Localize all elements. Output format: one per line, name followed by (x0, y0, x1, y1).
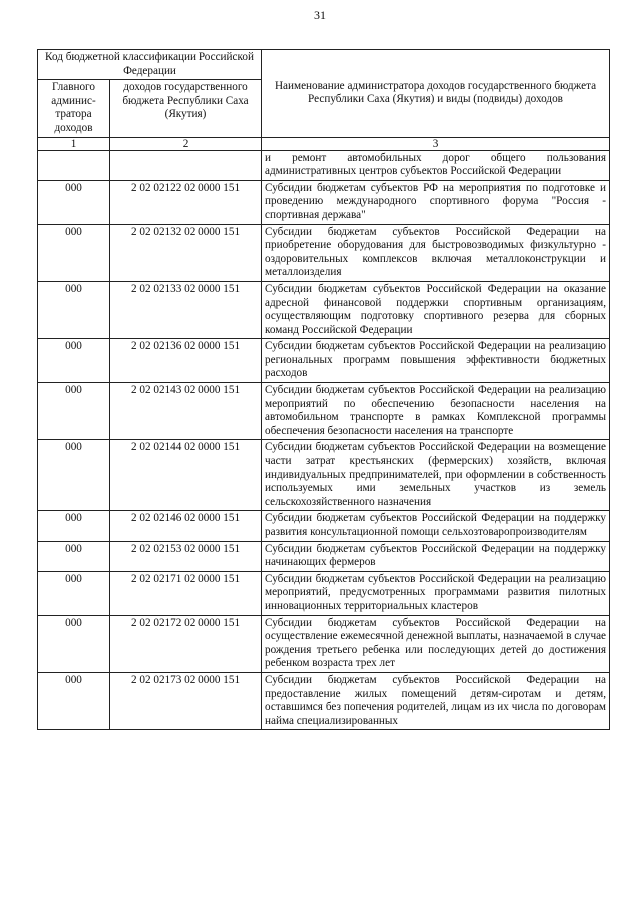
revenue-code-cell: 2 02 02171 02 0000 151 (110, 571, 262, 615)
header-admin-column: Главного админис-тратора доходов (38, 80, 110, 137)
admin-code-cell: 000 (38, 511, 110, 541)
revenue-name-cell: Субсидии бюджетам субъектов Российской Федерации на реализацию мероприятий, предусмотренных программами развития пилотных инновационных территориальных кластеров (262, 571, 610, 615)
admin-code-cell: 000 (38, 180, 110, 224)
admin-code-cell: 000 (38, 440, 110, 511)
revenue-code-cell: 2 02 02132 02 0000 151 (110, 224, 262, 281)
revenue-name-cell: Субсидии бюджетам субъектов Российской Федерации на предоставление жилых помещений детям-сиротам и детям, оставшимся без попечения родителей, лицам из их числа по договорам найма специализированных (262, 672, 610, 729)
revenue-code-cell: 2 02 02153 02 0000 151 (110, 541, 262, 571)
admin-code-cell: 000 (38, 339, 110, 383)
table-row (38, 383, 610, 440)
revenue-name-cell: Субсидии бюджетам субъектов Российской Федерации на реализацию мероприятий по обеспечению безопасности населения на автомобильном транспорте в рамках Комплексной программы обеспечения безопасности населения на транспорте (262, 383, 610, 440)
admin-code-cell: 000 (38, 615, 110, 672)
revenue-code-cell: 2 02 02143 02 0000 151 (110, 383, 262, 440)
revenue-code-cell: 2 02 02122 02 0000 151 (110, 180, 262, 224)
revenue-code-cell: 2 02 02173 02 0000 151 (110, 672, 262, 729)
revenue-code-cell: 2 02 02133 02 0000 151 (110, 281, 262, 338)
table-row (38, 615, 610, 672)
admin-code-cell: 000 (38, 281, 110, 338)
column-number-1: 1 (38, 137, 110, 150)
revenue-code-cell: 2 02 02146 02 0000 151 (110, 511, 262, 541)
table-row (38, 541, 610, 571)
admin-code-cell: 000 (38, 541, 110, 571)
admin-code-cell: 000 (38, 672, 110, 729)
revenue-name-cell: Субсидии бюджетам субъектов Российской Федерации на поддержку начинающих фермеров (262, 541, 610, 571)
revenue-name-cell: Субсидии бюджетам субъектов Российской Федерации на реализацию региональных программ повышения эффективности бюджетных расходов (262, 339, 610, 383)
revenue-code-cell: 2 02 02136 02 0000 151 (110, 339, 262, 383)
header-name-column: Наименование администратора доходов государственного бюджета Республики Саха (Якутия) и виды (подвиды) доходов (262, 50, 610, 138)
revenue-name-cell: и ремонт автомобильных дорог общего пользования административных центров субъектов Российской Федерации (262, 150, 610, 180)
table-row (38, 672, 610, 729)
table-row (38, 440, 610, 511)
page-number: 31 (314, 8, 326, 22)
table-row (38, 571, 610, 615)
budget-classification-table (37, 49, 610, 730)
table-row (38, 339, 610, 383)
revenue-code-cell: 2 02 02172 02 0000 151 (110, 615, 262, 672)
revenue-name-cell: Субсидии бюджетам субъектов Российской Федерации на приобретение оборудования для быстровозводимых физкультурно - оздоровительных комплексов включая металлоконструкции и металлоизделия (262, 224, 610, 281)
table-row (38, 281, 610, 338)
revenue-code-cell: 2 02 02144 02 0000 151 (110, 440, 262, 511)
revenue-name-cell: Субсидии бюджетам субъектов Российской Федерации на осуществление ежемесячной денежной выплаты, назначаемой в случае рождения третьего ребенка или последующих детей до достижения ребенком возраста трех лет (262, 615, 610, 672)
admin-code-cell: 000 (38, 224, 110, 281)
column-number-2: 2 (110, 137, 262, 150)
revenue-name-cell: Субсидии бюджетам субъектов РФ на мероприятия по подготовке и проведению международного спортивного форума "Россия - спортивная держава" (262, 180, 610, 224)
table-row (38, 224, 610, 281)
revenue-name-cell: Субсидии бюджетам субъектов Российской Федерации на оказание адресной финансовой поддержки спортивным организациям, осуществляющим подготовку спортивного резерва для сборных команд Российской Федерации (262, 281, 610, 338)
table-row (38, 511, 610, 541)
header-classification-group: Код бюджетной классификации Российской Федерации (38, 50, 262, 80)
admin-code-cell (38, 150, 110, 180)
revenue-name-cell: Субсидии бюджетам субъектов Российской Федерации на возмещение части затрат крестьянских (фермерских) хозяйств, включая индивидуальных предпринимателей, при оформлении в собственность используемых ими земельных участков из земель сельскохозяйственного назначения (262, 440, 610, 511)
revenue-code-cell (110, 150, 262, 180)
column-number-3: 3 (262, 137, 610, 150)
table-row (38, 180, 610, 224)
table-row (38, 150, 610, 180)
revenue-name-cell: Субсидии бюджетам субъектов Российской Федерации на поддержку развития консультационной помощи сельхозтоваропроизводителям (262, 511, 610, 541)
admin-code-cell: 000 (38, 383, 110, 440)
admin-code-cell: 000 (38, 571, 110, 615)
header-code-column: доходов государственного бюджета Республики Саха (Якутия) (110, 80, 262, 137)
table-body (38, 150, 610, 730)
